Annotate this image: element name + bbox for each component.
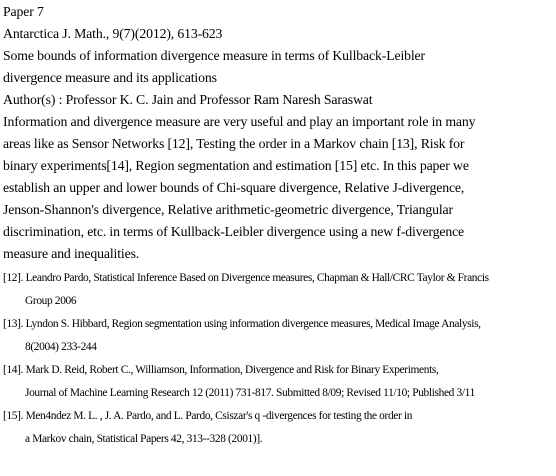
reference-12-line-1: [12]. Leandro Pardo, Statistical Inference Based on Divergence measures, Chapman & Hall/CRC Taylor & Francis [3, 272, 489, 284]
reference-13-line-1: [13]. Lyndon S. Hibbard, Region segmentation using information divergence measures, Medical Image Analysis, [3, 318, 481, 330]
paper-title-line-2: divergence measure and its applications [3, 70, 217, 85]
paper-citation: Antarctica J. Math., 9(7)(2012), 613-623 [3, 26, 223, 41]
reference-15-line-2: a Markov chain, Statistical Papers 42, 313--328 (2001)]. [25, 433, 263, 445]
reference-12-line-2: Group 2006 [25, 295, 77, 307]
abstract-line-5: Jenson-Shannon's divergence, Relative arithmetic-geometric divergence, Triangular [3, 202, 453, 217]
abstract-line-7: measure and inequalities. [3, 246, 140, 261]
reference-13-line-2: 8(2004) 233-244 [25, 341, 97, 353]
reference-15-line-1: [15]. Men4ndez M. L. , J. A. Pardo, and L. Pardo, Csiszar's q -divergences for testing the order in [3, 410, 413, 422]
abstract-line-6: discrimination, etc. in terms of Kullback-Leibler divergence using a new f-divergence [3, 224, 465, 239]
abstract-line-4: establish an upper and lower bounds of Chi-square divergence, Relative J-divergence, [3, 180, 465, 195]
abstract-line-1: Information and divergence measure are very useful and play an important role in many [3, 114, 476, 129]
paper-authors: Author(s) : Professor K. C. Jain and Professor Ram Naresh Saraswat [3, 92, 373, 107]
reference-14-line-1: [14]. Mark D. Reid, Robert C., Williamson, Information, Divergence and Risk for Binary Experiments, [3, 364, 439, 376]
abstract-line-3: binary experiments[14], Region segmentation and estimation [15] etc. In this paper we [3, 158, 469, 173]
paper-title-line-1: Some bounds of information divergence measure in terms of Kullback-Leibler [3, 48, 425, 63]
reference-14-line-2: Journal of Machine Learning Research 12 (2011) 731-817. Submitted 8/09; Revised 11/10; Published 3/11 [25, 387, 475, 399]
abstract-line-2: areas like as Sensor Networks [12], Testing the order in a Markov chain [13], Risk for [3, 136, 465, 151]
paper-number-label: Paper 7 [3, 4, 44, 19]
